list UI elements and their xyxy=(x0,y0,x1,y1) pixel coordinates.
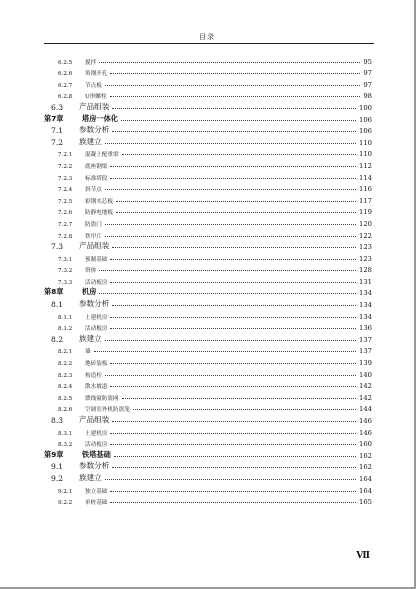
toc-entry-number: 6.2.8 xyxy=(58,94,73,101)
toc-entry-number: 7.2.8 xyxy=(58,233,73,240)
dot-leader xyxy=(116,201,356,202)
toc-entry[interactable] xyxy=(44,390,372,402)
toc-entry[interactable] xyxy=(44,54,372,66)
toc-entry-page: 117 xyxy=(359,196,372,205)
toc-entry-title: 产品组装 xyxy=(79,241,110,251)
toc-entry-title: 铁甲片 xyxy=(85,233,102,240)
toc-entry[interactable] xyxy=(44,495,372,507)
toc-entry-number: 8.2.1 xyxy=(58,349,73,356)
toc-entry[interactable] xyxy=(44,483,372,495)
toc-entry-title: 防盗门 xyxy=(85,221,102,228)
toc-entry-page: 97 xyxy=(363,69,372,78)
toc-entry-title: 产品组装 xyxy=(79,415,110,424)
dot-leader xyxy=(112,108,356,109)
dot-leader xyxy=(133,409,356,410)
toc-entry-number: 6.2.5 xyxy=(58,59,73,66)
dot-leader xyxy=(110,363,356,364)
toc-entry[interactable] xyxy=(44,205,372,217)
toc-entry-number: 7.2.6 xyxy=(58,210,73,217)
toc-entry-title: 铁塔基础 xyxy=(82,449,111,459)
toc-entry[interactable] xyxy=(44,66,372,78)
dot-leader xyxy=(121,120,356,121)
toc-entry-number: 9.2.1 xyxy=(58,488,73,495)
toc-entry-title: 活动板房 xyxy=(85,442,108,449)
toc-entry-page: 134 xyxy=(359,312,372,321)
toc-entry-number: 7.2.7 xyxy=(58,221,73,228)
dot-leader xyxy=(112,131,356,132)
toc-entry[interactable] xyxy=(44,286,372,298)
toc-entry-title: 散水坡道 xyxy=(85,384,108,391)
toc-entry-number: 6.2.7 xyxy=(58,82,73,89)
dot-leader xyxy=(105,85,361,86)
dot-leader xyxy=(110,282,356,283)
toc-entry-title: 节点板 xyxy=(85,82,102,89)
toc-entry[interactable] xyxy=(44,77,372,89)
toc-entry-page: 95 xyxy=(363,57,372,66)
toc-entry-page: 128 xyxy=(359,266,372,275)
toc-entry-number: 7.3.1 xyxy=(58,256,73,263)
running-header: 目录 xyxy=(199,33,215,41)
toc-entry-title: 产品组装 xyxy=(79,101,110,111)
toc-entry-title: 底座钢梁 xyxy=(85,163,108,170)
toc-entry[interactable] xyxy=(44,251,372,263)
toc-entry[interactable] xyxy=(44,471,372,483)
toc-entry[interactable] xyxy=(44,274,372,286)
toc-entry[interactable] xyxy=(44,112,372,124)
toc-entry-page: 142 xyxy=(359,382,372,391)
toc-entry-number: 7.2.1 xyxy=(58,152,73,159)
toc-entry-number: 7.3.3 xyxy=(58,279,73,286)
toc-entry-title: 独立基础 xyxy=(85,488,108,495)
toc-entry[interactable] xyxy=(44,263,372,275)
toc-entry-title: 土建机房 xyxy=(85,430,108,437)
toc-entry[interactable] xyxy=(44,240,372,252)
toc-entry-number: 8.3 xyxy=(51,416,64,425)
dot-leader xyxy=(112,305,356,306)
toc-entry-number: 7.2.3 xyxy=(58,175,73,182)
header-rule xyxy=(44,43,374,44)
dot-leader xyxy=(110,317,356,318)
dot-leader xyxy=(110,502,356,503)
toc-entry-title: 单桩基础 xyxy=(85,500,108,507)
toc-entry[interactable] xyxy=(44,448,372,460)
toc-entry[interactable] xyxy=(44,228,372,240)
toc-entry-number: 第7章 xyxy=(44,113,64,123)
toc-entry-number: 8.2.3 xyxy=(58,372,73,379)
dot-leader xyxy=(116,212,356,213)
toc-entry-page: 110 xyxy=(359,138,372,147)
dot-leader xyxy=(99,293,356,294)
toc-entry-title: 塔房一体化 xyxy=(82,113,118,123)
dot-leader xyxy=(99,62,360,63)
toc-entry[interactable] xyxy=(44,135,372,147)
toc-entry-number: 9.1 xyxy=(51,462,64,472)
toc-entry-page: 123 xyxy=(359,254,372,263)
toc-entry-page: 164 xyxy=(359,486,372,495)
dot-leader xyxy=(110,444,356,445)
toc-entry-page: 100 xyxy=(359,103,372,112)
toc-entry-page: 119 xyxy=(359,208,372,217)
toc-entry[interactable] xyxy=(44,100,372,112)
toc-entry[interactable] xyxy=(44,379,372,391)
toc-entry-page: 164 xyxy=(359,474,372,483)
page-folio: Ⅶ xyxy=(356,551,370,561)
toc-entry-title: 活动板房 xyxy=(85,279,108,286)
toc-entry[interactable] xyxy=(44,297,372,309)
toc-entry-number: 第9章 xyxy=(44,449,64,459)
toc-entry-page: 136 xyxy=(359,324,372,333)
toc-entry-title: 机房 xyxy=(82,287,97,297)
toc-entry[interactable] xyxy=(44,437,372,449)
toc-entry-number: 6.2.6 xyxy=(58,71,73,78)
dot-leader xyxy=(114,456,356,457)
toc-entry-title: 斜节点 xyxy=(85,187,102,194)
toc-entry-page: 162 xyxy=(359,463,372,472)
toc-entry-number: 8.1.2 xyxy=(58,326,73,333)
toc-entry-number: 7.2.4 xyxy=(58,187,73,194)
toc-entry-page: 116 xyxy=(359,185,372,194)
toc-entry-title: 角钢开孔 xyxy=(85,71,108,78)
toc-entry-title: 空调室外机防盗笼 xyxy=(85,407,130,414)
toc-entry-title: 防静电地板 xyxy=(85,210,113,217)
toc-entry[interactable] xyxy=(44,332,372,344)
toc-entry-number: 7.1 xyxy=(51,126,64,136)
dot-leader xyxy=(110,433,356,434)
toc-entry-number: 7.2.5 xyxy=(58,198,73,205)
toc-entry-page: 137 xyxy=(359,347,372,356)
dot-leader xyxy=(122,154,356,155)
toc-entry[interactable] xyxy=(44,193,372,205)
toc-entry-page: 98 xyxy=(363,92,372,101)
toc-entry-title: 族建立 xyxy=(79,472,102,482)
toc-entry-number: 7.2 xyxy=(51,137,64,147)
toc-entry-title: 搅拌 xyxy=(85,59,97,66)
toc-entry[interactable] xyxy=(44,147,372,159)
toc-entry-title: 馈线窗防盗网 xyxy=(85,395,119,402)
toc-entry-title: 活动板房 xyxy=(85,326,108,333)
dot-leader xyxy=(105,224,356,225)
toc-entry-title: 地砖装板 xyxy=(85,361,108,368)
dot-leader xyxy=(110,491,356,492)
toc-entry[interactable] xyxy=(44,367,372,379)
toc-entry-page: 106 xyxy=(359,127,372,136)
toc-entry-page: 114 xyxy=(359,173,372,182)
toc-entry-page: 144 xyxy=(359,405,372,414)
toc-entry-page: 123 xyxy=(359,243,372,252)
toc-entry-number: 8.3.2 xyxy=(58,442,73,449)
toc-entry[interactable] xyxy=(44,425,372,437)
dot-leader xyxy=(110,166,356,167)
toc-entry-page: 134 xyxy=(359,289,372,298)
dot-leader xyxy=(105,340,356,341)
toc-entry-title: 预制基础 xyxy=(85,256,108,263)
toc-entry-title: 土建机房 xyxy=(85,314,108,321)
toc-entry-number: 8.1.1 xyxy=(58,314,73,321)
toc-entry-number: 7.2.2 xyxy=(58,163,73,170)
toc-entry-number: 8.2.4 xyxy=(58,384,73,391)
toc-entry-number: 8.1 xyxy=(51,300,64,310)
toc-entry-number: 7.3 xyxy=(51,242,64,252)
toc-entry-page: 122 xyxy=(359,231,372,240)
toc-entry-number: 7.3.2 xyxy=(58,268,73,275)
toc-entry-number: 9.2 xyxy=(51,473,64,483)
toc-entry-page: 139 xyxy=(359,359,372,368)
dot-leader xyxy=(105,375,356,376)
toc-entry-title: 族建立 xyxy=(79,136,102,146)
dot-leader xyxy=(105,143,356,144)
toc-entry-title: 塔体 xyxy=(85,268,97,275)
toc-entry-title: 参数分析 xyxy=(79,461,110,471)
toc-entry-page: 106 xyxy=(359,115,372,124)
toc-entry-page: 97 xyxy=(363,80,372,89)
toc-entry-title: 族建立 xyxy=(79,333,102,343)
toc-entry[interactable] xyxy=(44,321,372,333)
toc-entry[interactable] xyxy=(44,355,372,367)
toc-entry-page: 120 xyxy=(359,219,372,228)
toc-entry[interactable] xyxy=(44,402,372,414)
dot-leader xyxy=(99,270,356,271)
toc-entry[interactable] xyxy=(44,460,372,472)
toc-entry[interactable] xyxy=(44,124,372,136)
toc-entry-number: 8.2 xyxy=(51,334,64,344)
toc-entry-title: U形螺栓 xyxy=(85,94,107,101)
toc-entry-page: 134 xyxy=(359,301,372,310)
toc-entry-page: 146 xyxy=(359,428,372,437)
toc-entry-title: 混凝土配重梁 xyxy=(85,152,119,159)
toc-entry[interactable] xyxy=(44,216,372,228)
dot-leader xyxy=(122,398,356,399)
toc-entry-page: 146 xyxy=(359,417,372,425)
toc-entry-number: 8.2.5 xyxy=(58,395,73,402)
toc-entry-number: 8.2.2 xyxy=(58,361,73,368)
dot-leader xyxy=(110,178,356,179)
toc-entry[interactable] xyxy=(44,309,372,321)
toc-entry-title: 参数分析 xyxy=(79,299,110,309)
dot-leader xyxy=(110,386,356,387)
toc-entry-number: 9.2.2 xyxy=(58,500,73,507)
toc-entry[interactable] xyxy=(44,413,372,425)
dot-leader xyxy=(110,259,356,260)
toc-entry-page: 142 xyxy=(359,393,372,402)
toc-entry-page: 140 xyxy=(359,370,372,379)
toc-entry[interactable] xyxy=(44,182,372,194)
table-of-contents xyxy=(44,54,372,506)
toc-entry-page: 110 xyxy=(359,150,372,159)
dot-leader xyxy=(110,73,360,74)
toc-entry-page: 162 xyxy=(359,451,372,460)
toc-entry-page: 137 xyxy=(359,335,372,344)
dot-leader xyxy=(112,467,356,468)
toc-entry-title: 构造柱 xyxy=(85,372,102,379)
dot-leader xyxy=(112,247,356,248)
toc-entry-title: 彩钢夹芯板 xyxy=(85,198,113,205)
toc-entry[interactable] xyxy=(44,344,372,356)
toc-entry-number: 6.3 xyxy=(51,102,64,112)
dot-leader xyxy=(112,421,356,422)
dot-leader xyxy=(105,479,356,480)
toc-entry-page: 160 xyxy=(359,440,372,449)
dot-leader xyxy=(110,96,361,97)
toc-entry-title: 参数分析 xyxy=(79,125,110,135)
toc-entry-page: 131 xyxy=(359,277,372,286)
toc-entry-title: 标准塔段 xyxy=(85,175,108,182)
toc-entry-number: 8.3.1 xyxy=(58,430,73,437)
toc-entry-number: 8.2.6 xyxy=(58,407,73,414)
toc-entry-page: 112 xyxy=(359,161,372,170)
dot-leader xyxy=(105,189,356,190)
toc-entry[interactable] xyxy=(44,158,372,170)
toc-entry[interactable] xyxy=(44,170,372,182)
dot-leader xyxy=(94,351,356,352)
dot-leader xyxy=(110,328,356,329)
toc-entry-number: 第8章 xyxy=(44,287,64,297)
dot-leader xyxy=(105,236,356,237)
toc-entry-page: 165 xyxy=(359,498,372,507)
toc-entry[interactable] xyxy=(44,89,372,101)
toc-entry-title: 墙 xyxy=(85,349,91,356)
